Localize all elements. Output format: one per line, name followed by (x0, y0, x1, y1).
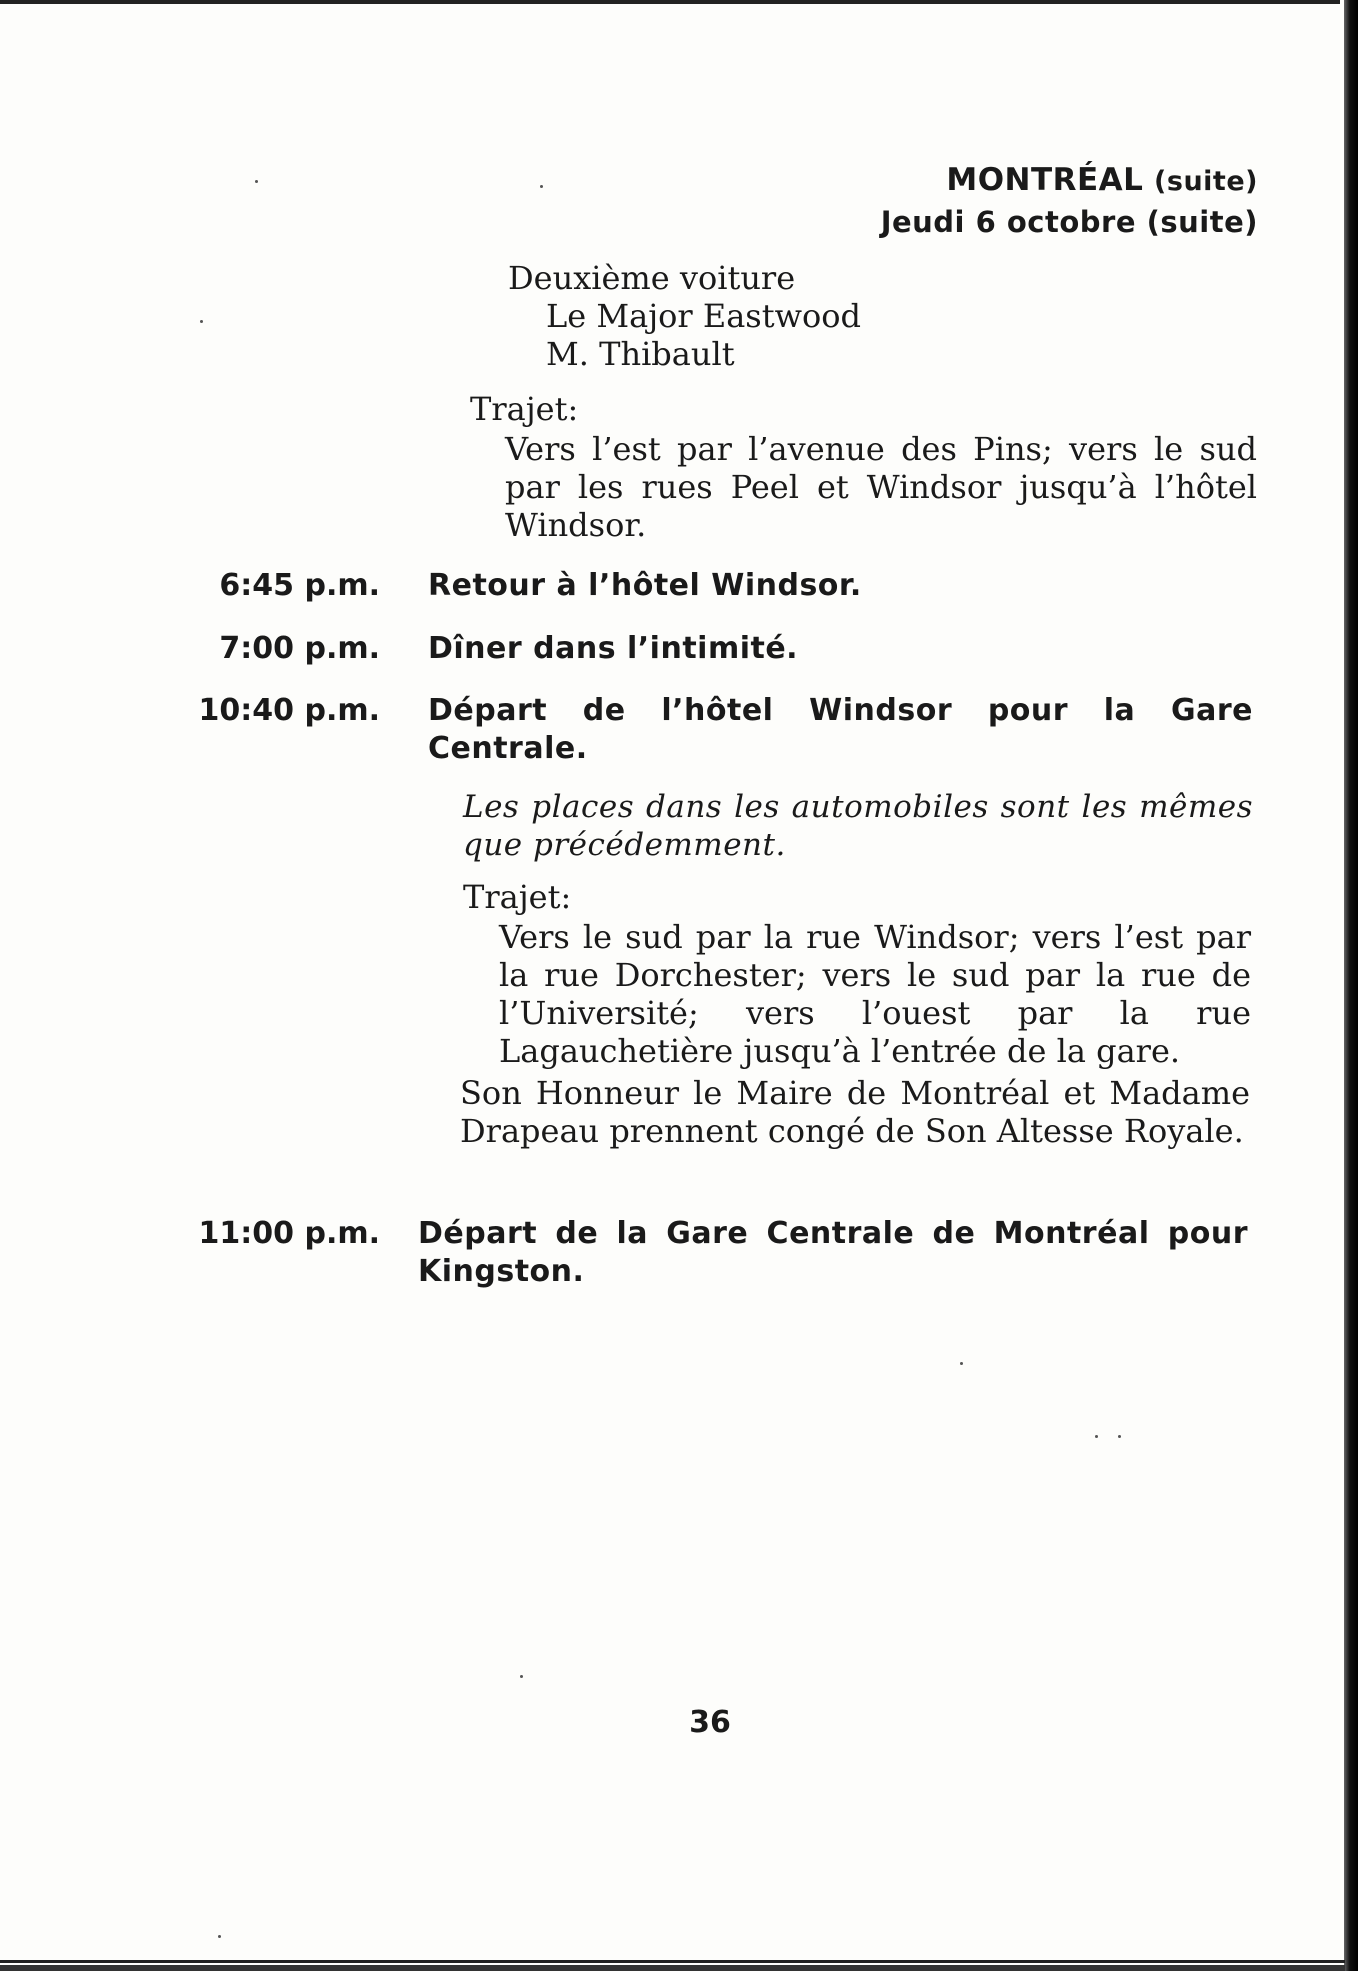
header-city-suite: (suite) (1154, 166, 1258, 197)
top-border (0, 0, 1340, 4)
scan-speck (200, 320, 203, 323)
event-time: 10:40 p.m. (198, 693, 380, 728)
header-city-line (881, 160, 1258, 202)
event-time: 7:00 p.m. (219, 631, 380, 666)
route-label: Trajet: (470, 390, 579, 428)
car-passenger: M. Thibault (546, 335, 735, 373)
note-text: Les places dans les automobiles sont les mêmes que précédemment. (463, 789, 1253, 863)
scan-speck (960, 1362, 963, 1365)
scan-speck (1118, 1435, 1121, 1438)
farewell-text: Son Honneur le Maire de Montréal et Madame Drapeau prennent congé de Son Altesse Royale. (460, 1074, 1250, 1150)
scan-speck (540, 185, 543, 188)
event-text: Départ de l’hôtel Windsor pour la Gare Centrale. (428, 693, 1253, 766)
event-text: Retour à l’hôtel Windsor. (428, 568, 862, 603)
route-text: Vers l’est par l’avenue des Pins; vers le sud par les rues Peel et Windsor jusqu’à l’hôtel Windsor. (505, 430, 1257, 544)
event-time: 11:00 p.m. (198, 1216, 380, 1251)
header-city: MONTRÉAL (946, 162, 1144, 198)
header-date: Jeudi 6 octobre (880, 205, 1136, 239)
binding-edge (1344, 0, 1358, 1971)
route-label: Trajet: (463, 878, 572, 916)
car-passenger: Le Major Eastwood (546, 297, 861, 335)
event-text: Dîner dans l’intimité. (428, 631, 799, 666)
page-header (881, 160, 1258, 242)
scan-speck (1095, 1435, 1098, 1438)
scan-speck (520, 1675, 523, 1678)
car-title: Deuxième voiture (508, 259, 796, 297)
header-date-suite: (suite) (1146, 205, 1258, 239)
header-date-line (881, 202, 1258, 242)
event-text: Départ de la Gare Centrale de Montréal pour Kingston. (418, 1216, 1248, 1289)
page-number: 36 (689, 1705, 731, 1740)
scan-speck (255, 180, 258, 183)
bottom-border-shadow (0, 1965, 1345, 1971)
scan-speck (218, 1935, 221, 1938)
route-text: Vers le sud par la rue Windsor; vers l’est par la rue Dorchester; vers le sud par la rue de l’Université; vers l’ouest par la rue Lagauchetière jusqu’à l’entrée de la gare. (499, 918, 1251, 1070)
bottom-border (0, 1960, 1345, 1963)
event-time: 6:45 p.m. (219, 568, 380, 603)
